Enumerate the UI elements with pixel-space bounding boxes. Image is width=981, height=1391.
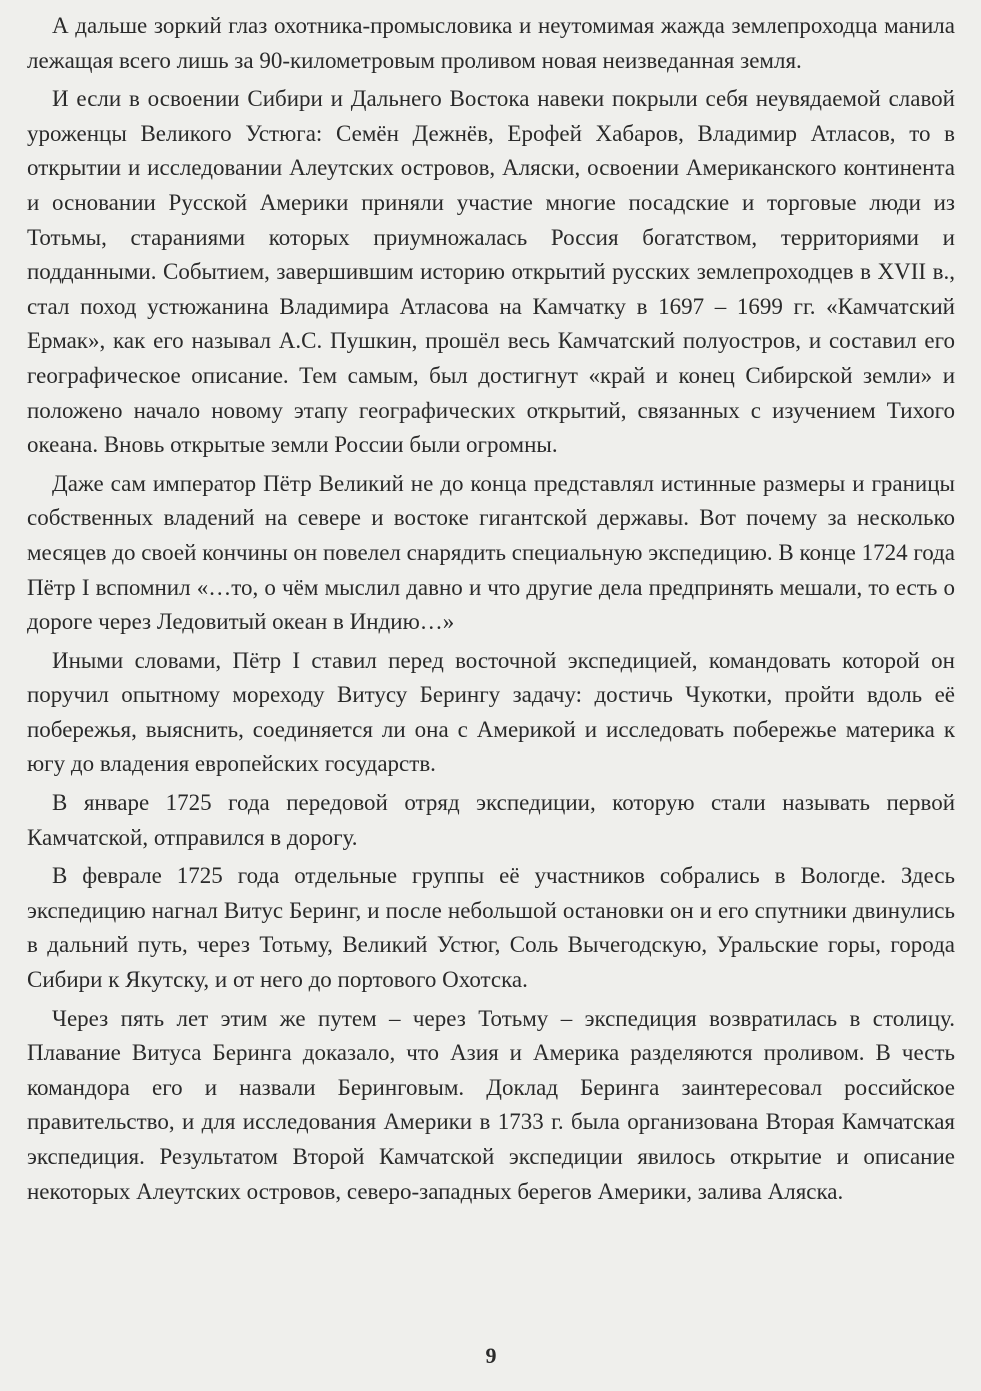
body-text [27,9,955,1209]
paragraph-5: В январе 1725 года передовой отряд экспедиции, которую стали называть первой Камчатской, отправился в дорогу. [27,790,955,850]
paragraph-7: Через пять лет этим же путем – через Тотьму – экспедиция возвратилась в столицу. Плавание Витуса Беринга доказало, что Азия и Америка разделяются проливом. В честь командора его и назвали Беринговым. Доклад Беринга заинтересовал российское правительство, и для исследования Америки в 1733 г. была организована Вторая Камчатская экспедиция. Результатом Второй Камчатской экспедиции явилось открытие и описание некоторых Алеутских островов, северо-западных берегов Америки, залива Аляска. [27,1005,955,1204]
paragraph-4: Иными словами, Пётр I ставил перед восточной экспедицией, командовать которой он поручил опытному мореходу Витусу Берингу задачу: достичь Чукотки, пройти вдоль её побережья, выяснить, соединяется ли она с Америкой и исследовать побережье материка к югу до владения европейских государств. [27,647,955,777]
paragraph-6: В феврале 1725 года отдельные группы её участников собрались в Вологде. Здесь экспедицию нагнал Витус Беринг, и после небольшой остановки он и его спутники двинулись в дальний путь, через Тотьму, Великий Устюг, Соль Вычегодскую, Уральские горы, города Сибири к Якутску, и от него до портового Охотска. [27,863,955,993]
paragraph-2: И если в освоении Сибири и Дальнего Востока навеки покрыли себя неувядаемой славой уроженцы Великого Устюга: Семён Дежнёв, Ерофей Хабаров, Владимир Атласов, то в открытии и исследовании Алеутских островов, Аляски, освоении Американского континента и основании Русской Америки приняли участие многие посадские и торговые люди из Тотьмы, стараниями которых приумножалась Россия богатством, территориями и подданными. Событием, завершившим историю открытий русских землепроходцев в XVII в., стал поход устюжанина Владимира Атласова на Камчатку в 1697 – 1699 гг. «Камчатский Ермак», как его называл А.С. Пушкин, прошёл весь Камчатский полуостров, и составил его географическое описание. Тем самым, был достигнут «край и конец Сибирской земли» и положено начало новому этапу географических открытий, связанных с изучением Тихого океана. Вновь открытые земли России были огромны. [27,86,955,458]
paragraph-1: А дальше зоркий глаз охотника-промысловика и неутомимая жажда землепроходца манила лежащая всего лишь за 90-километровым проливом новая неизведанная земля. [27,13,955,73]
book-page [27,0,955,1391]
page-number: 9 [485,1343,497,1368]
paragraph-3: Даже сам император Пётр Великий не до конца представлял истинные размеры и границы собственных владений на севере и востоке гигантской державы. Вот почему за несколько месяцев до своей кончины он повелел снарядить специальную экспедицию. В конце 1724 года Пётр I вспомнил «…то, о чём мыслил давно и что другие дела предпринять мешали, то есть о дороге через Ледовитый океан в Индию…» [27,470,955,635]
